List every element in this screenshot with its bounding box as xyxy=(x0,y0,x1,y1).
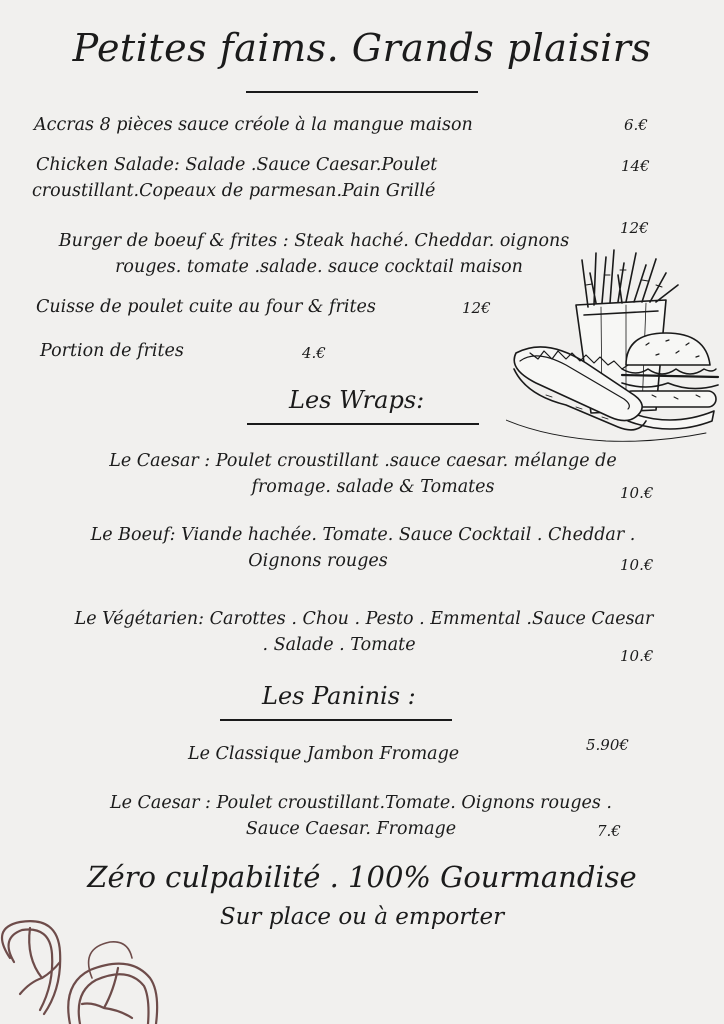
price-cuisse-poulet: 12€ xyxy=(462,299,491,317)
item-text: Cuisse de poulet cuite au four & frites xyxy=(36,297,376,317)
price-accras: 6.€ xyxy=(624,116,648,134)
item-text-line: Le Caesar : Poulet croustillant.Tomate. Oignons rouges . xyxy=(109,793,612,813)
menu-item-accras xyxy=(34,112,473,138)
price-panini-caesar: 7.€ xyxy=(597,822,621,840)
item-text: Portion de frites xyxy=(40,341,184,361)
item-text-line: Sauce Caesar. Fromage xyxy=(245,819,457,839)
item-text-line: Oignons rouges xyxy=(248,551,388,571)
title-divider xyxy=(246,91,478,93)
item-text: Le Classique Jambon Fromage xyxy=(188,744,460,764)
wrap-item-boeuf xyxy=(30,522,696,574)
item-text: Accras 8 pièces sauce créole à la mangue maison xyxy=(34,115,473,135)
item-text-line: Le Végétarien: Carottes . Chou . Pesto . Emmental .Sauce Caesar xyxy=(74,609,654,629)
item-text-line: croustillant.Copeaux de parmesan.Pain Grillé xyxy=(32,181,436,201)
price-frites: 4.€ xyxy=(302,344,326,362)
item-text-line: fromage. salade & Tomates xyxy=(251,477,495,497)
item-text-line: . Salade . Tomate xyxy=(262,635,416,655)
panini-item-classique xyxy=(188,741,459,767)
flip-flops-icon xyxy=(0,918,170,1024)
menu-item-cuisse-poulet xyxy=(36,294,376,320)
menu-title: Petites faims. Grands plaisirs xyxy=(72,26,652,70)
panini-item-caesar xyxy=(56,790,666,842)
slogan: Zéro culpabilité . 100% Gourmandise xyxy=(87,860,637,894)
price-burger: 12€ xyxy=(620,219,649,237)
section-heading-wraps: Les Wraps: xyxy=(289,386,425,414)
wrap-item-vegetarien xyxy=(24,606,704,658)
price-wrap-vegetarien: 10.€ xyxy=(620,647,654,665)
item-text-line: Le Boeuf: Viande hachée. Tomate. Sauce Cocktail . Cheddar . xyxy=(90,525,636,545)
item-text-line: rouges. tomate .salade. sauce cocktail maison xyxy=(115,257,523,277)
item-text-line: Chicken Salade: Salade .Sauce Caesar.Poulet xyxy=(36,155,438,175)
sub-slogan: Sur place ou à emporter xyxy=(219,904,505,930)
fastfood-illustration-icon xyxy=(506,245,724,450)
item-text-line: Le Caesar : Poulet croustillant .sauce caesar. mélange de xyxy=(109,451,617,471)
menu-item-frites xyxy=(40,338,184,364)
item-text-line: Burger de boeuf & frites : Steak haché. Cheddar. oignons xyxy=(58,231,570,251)
paninis-divider xyxy=(220,719,452,721)
menu-item-chicken-salade xyxy=(32,152,437,204)
wrap-item-caesar xyxy=(30,448,696,500)
section-heading-paninis: Les Paninis : xyxy=(262,682,416,710)
wraps-divider xyxy=(247,423,479,425)
price-wrap-caesar: 10.€ xyxy=(620,484,654,502)
price-chicken-salade: 14€ xyxy=(621,157,650,175)
price-panini-classique: 5.90€ xyxy=(586,736,629,754)
price-wrap-boeuf: 10.€ xyxy=(620,556,654,574)
